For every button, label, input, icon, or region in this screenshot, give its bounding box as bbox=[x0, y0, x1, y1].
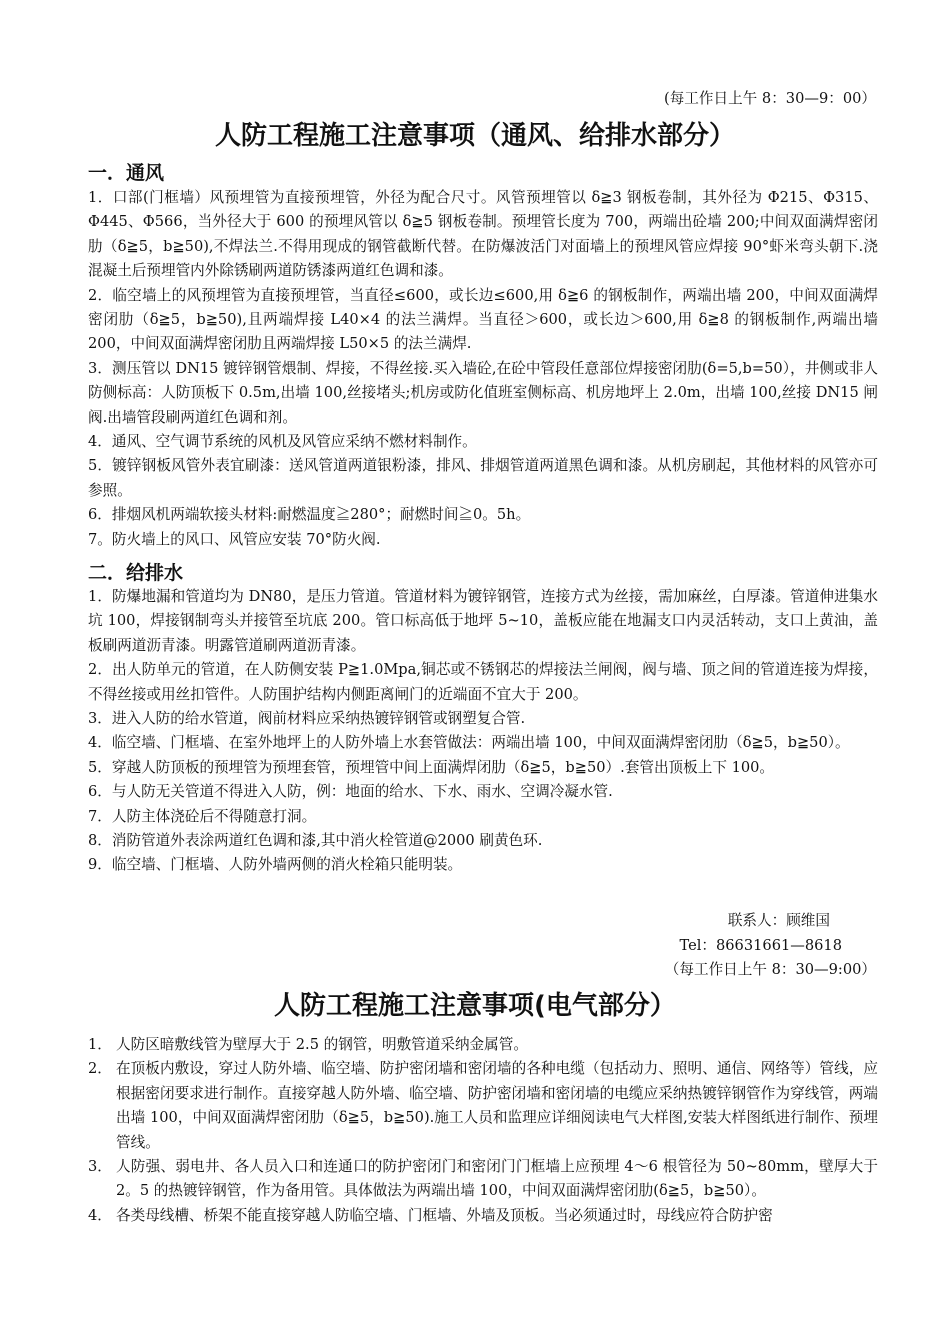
contact-person: 联系人：顾维国 bbox=[727, 912, 830, 929]
ventilation-item-7: 7。防火墙上的风口、风管应安装 70°防火阀. bbox=[88, 530, 381, 548]
water-item-6: 6．与人防无关管道不得进入人防，例：地面的给水、下水、雨水、空调冷凝水管. bbox=[88, 783, 613, 801]
ventilation-item-2: 2．临空墙上的风预埋管为直接预埋管，当直径≤600，或长边≤600,用 δ≧6 的钢板制作，两端出墙 200，中间双面满焊密闭肋（δ≧5，b≧50),且两端焊接 L40×4 的法兰满焊。当直径＞600，或长边＞600,用 δ≧8 的钢板制作,两端出墙 200，中间双面满焊密闭肋且两端焊接 L50×5 的法兰满焊. bbox=[88, 286, 878, 353]
water-item-2: 2．出人防单元的管道，在人防侧安装 P≧1.0Mpa,铜芯或不锈钢芯的焊接法兰闸阀，阀与墙、顶之间的管道连接为焊接，不得丝接或用丝扣管件。人防围护结构内侧距离闸门的近端面不宜大于 200。 bbox=[88, 661, 878, 703]
ventilation-item-4: 4．通风、空气调节系统的风机及风管应采纳不燃材料制作。 bbox=[88, 433, 477, 451]
electrical-item-text: 各类母线槽、桥架不能直接穿越人防临空墙、门框墙、外墙及顶板。当必须通过时，母线应符合防护密 bbox=[116, 1206, 773, 1224]
electrical-item-number: 4． bbox=[88, 1206, 112, 1224]
electrical-item-number: 1． bbox=[88, 1036, 112, 1053]
water-item-8: 8．消防管道外表涂两道红色调和漆,其中消火栓管道@2000 刷黄色环. bbox=[88, 832, 543, 850]
electrical-items bbox=[88, 1033, 878, 1228]
electrical-item-text: 在顶板内敷设，穿过人防外墙、临空墙、防护密闭墙和密闭墙的各种电缆（包括动力、照明、通信、网络等）管线，应根据密闭要求进行制作。直接穿越人防外墙、临空墙、防护密闭墙和密闭墙的电缆应采纳热镀锌钢管作为穿线管，两端出墙 100，中间双面满焊密闭肋（δ≧5，b≧50).施工人员和监理应详细阅读电气大样图,安装大样图纸进行制作、预埋管线。 bbox=[116, 1060, 878, 1151]
contact-hours: （每工作日上午 8：30—9:00） bbox=[664, 961, 876, 978]
water-item-3: 3．进入人防的给水管道，阀前材料应采纳热镀锌钢管或钢塑复合管. bbox=[88, 710, 526, 728]
water-item-5: 5．穿越人防顶板的预埋管为预埋套管，预埋管中间上面满焊闭肋（δ≧5，b≧50）.套管出顶板上下 100。 bbox=[88, 758, 775, 776]
electrical-item-text: 人防区暗敷线管为壁厚大于 2.5 的钢管，明敷管道采纳金属管。 bbox=[116, 1036, 528, 1053]
electrical-item-number: 3． bbox=[88, 1158, 112, 1176]
electrical-item-number: 2． bbox=[88, 1060, 112, 1078]
ventilation-item-6: 6．排烟风机两端软接头材料:耐燃温度≧280°；耐燃时间≧0。5h。 bbox=[88, 506, 531, 524]
water-item-7: 7．人防主体浇砼后不得随意打洞。 bbox=[88, 807, 317, 825]
electrical-item bbox=[88, 1033, 878, 1057]
water-item-9: 9．临空墙、门框墙、人防外墙两侧的消火栓箱只能明装。 bbox=[88, 856, 463, 874]
water-item-4: 4．临空墙、门框墙、在室外地坪上的人防外墙上水套管做法：两端出墙 100，中间双面满焊密闭肋（δ≧5，b≧50）。 bbox=[88, 734, 850, 752]
water-heading: 二．给排水 bbox=[88, 562, 184, 584]
ventilation-item-3: 3．测压管以 DN15 镀锌钢管煨制、焊接，不得丝接.买入墙砼,在砼中管段任意部位焊接密闭肋(δ=5,b=50），井侧或非人防侧标高：人防顶板下 0.5m,出墙 100,丝接堵头;机房或防化值班室侧标高、机房地坪上 2.0m，出墙 100,丝接 DN15 闸阀.出墙管段刷两道红色调和剂。 bbox=[88, 359, 878, 426]
contact-tel: Tel：86631661—8618 bbox=[679, 937, 842, 954]
ventilation-items bbox=[88, 186, 878, 552]
electrical-item-text: 人防强、弱电井、各人员入口和连通口的防护密闭门和密闭门门框墙上应预埋 4～6 根管径为 50~80mm，壁厚大于 2。5 的热镀锌钢管，作为备用管。具体做法为两端出墙 100，中间双面满焊密闭肋(δ≧5，b≧50）。 bbox=[116, 1158, 878, 1200]
doc1-title: 人防工程施工注意事项（通风、给排水部分） bbox=[214, 121, 735, 151]
ventilation-item-5: 5．镀锌钢板风管外表宜刷漆：送风管道两道银粉漆，排风、排烟管道两道黑色调和漆。从机房刷起，其他材料的风管亦可参照。 bbox=[88, 457, 878, 499]
electrical-item bbox=[88, 1057, 878, 1155]
ventilation-heading: 一．通风 bbox=[88, 162, 165, 184]
electrical-item bbox=[88, 1155, 878, 1204]
water-item-1: 1．防爆地漏和管道均为 DN80，是压力管道。管道材料为镀锌钢管，连接方式为丝接，需加麻丝，白厚漆。管道伸进集水坑 100，焊接钢制弯头并接管至坑底 200。管口标高低于地坪 5~10，盖板应能在地漏支口内灵活转动，支口上黄油，盖板刷两道沥青漆。明露管道刷两道沥青漆。 bbox=[88, 588, 878, 654]
electrical-item bbox=[88, 1204, 878, 1228]
ventilation-item-1: 1．口部(门框墙）风预埋管为直接预埋管，外径为配合尺寸。风管预埋管以 δ≧3 钢板卷制，其外径为 Φ215、Φ315、Φ445、Φ566，当外径大于 600 的预埋风管以 δ≧5 钢板卷制。预埋管长度为 700，两端出砼墙 200;中间双面满焊密闭肋（δ≧5，b≧50),不焊法兰.不得用现成的钢管截断代替。在防爆波活门对面墙上的预埋风管应焊接 90°虾米弯头朝下.浇混凝土后预埋管内外除锈刷两道防锈漆两道红色调和漆。 bbox=[88, 189, 878, 280]
water-items bbox=[88, 585, 878, 878]
doc2-title: 人防工程施工注意事项(电气部分） bbox=[274, 991, 676, 1021]
header-note: (每工作日上午 8：30—9：00） bbox=[664, 90, 876, 107]
